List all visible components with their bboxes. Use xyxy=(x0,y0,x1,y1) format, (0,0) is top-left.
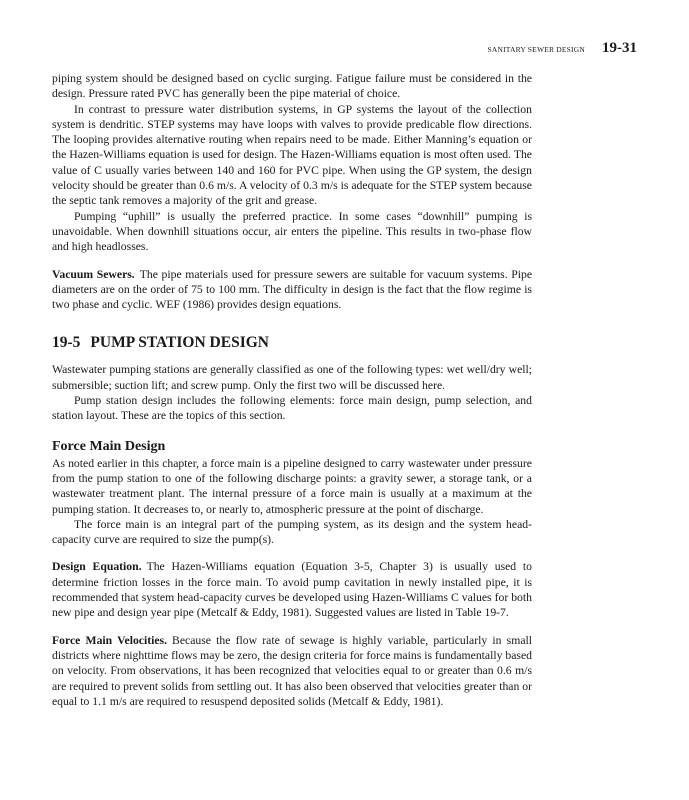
paragraph: Pump station design includes the following elements: force main design, pump selection, and station layout. These are the topics of this section. xyxy=(52,394,532,423)
paragraph-text: The pipe materials used for pressure sewers are suitable for vacuum systems. Pipe diameters are on the order of 75 to 100 mm. The difficulty in design is the fact that the flow regime is two phase and cyclic. WEF (1986) provides design equations. xyxy=(52,267,533,312)
paragraph-text: The Hazen-Williams equation (Equation 3-5, Chapter 3) is usually used to determine friction losses in the force main. To avoid pump cavitation in newly installed pipe, it is recommended that system head-capacity curves be developed using Hazen-Williams C values for both new pipe and design year pipe (Metcalf & Eddy, 1981). Suggested values are listed in Table 19-7. xyxy=(52,560,532,620)
body-text xyxy=(52,71,532,709)
design-equation-paragraph xyxy=(52,559,532,620)
section-number: 19-5 xyxy=(52,334,81,352)
subsection-heading: Force Main Design xyxy=(52,438,166,454)
paragraph: Wastewater pumping stations are generally classified as one of the following types: wet well/dry well; submersible; suction lift; and screw pump. Only the first two will be discussed here. xyxy=(52,363,532,392)
section-title: PUMP STATION DESIGN xyxy=(90,334,269,352)
force-main-velocities-paragraph xyxy=(52,633,532,709)
page-header xyxy=(52,40,637,60)
paragraph: Pumping “uphill” is usually the preferred practice. In some cases “downhill” pumping is unavoidable. When downhill situations occur, air enters the pipeline. This results in two-phase flow and high headlosses. xyxy=(52,209,532,254)
running-head: SANITARY SEWER DESIGN xyxy=(487,45,585,54)
paragraph: In contrast to pressure water distribution systems, in GP systems the layout of the collection system is dendritic. STEP systems may have loops with valves to provide predicable flow directions. The looping provides alternative routing when repairs need to be made. Either Manning’s equation or the Hazen-Williams equation is used for design. The Hazen-Williams equation is most often used. The value of C usually varies between 140 and 160 for PVC pipe. When using the GP system, the design velocity should be greater than 0.6 m/s. A velocity of 0.3 m/s is adequate for the STEP system because the septic tank removes a majority of the grit and grease. xyxy=(52,102,532,208)
section-heading xyxy=(52,334,532,352)
run-in-heading: Vacuum Sewers. xyxy=(52,267,135,281)
paragraph-text: Because the flow rate of sewage is highly variable, particularly in small districts where nighttime flows may be zero, the design criteria for force mains is fundamentally based on velocity. From observations, it has been recognized that velocities equal to or greater than 0.6 m/s are required to prevent solids from settling out. It has also been observed that velocities greater than or equal to 1.1 m/s are required to resuspend deposited solids (Metcalf & Eddy, 1981). xyxy=(52,633,532,708)
page-number: 19-31 xyxy=(602,40,637,56)
paragraph: piping system should be designed based on cyclic surging. Fatigue failure must be considered in the design. Pressure rated PVC has generally been the pipe material of choice. xyxy=(52,72,532,101)
paragraph: The force main is an integral part of the pumping system, as its design and the system head-capacity curve are required to size the pump(s). xyxy=(52,517,532,547)
run-in-heading: Force Main Velocities. xyxy=(52,633,168,647)
vacuum-sewers-paragraph xyxy=(52,267,532,313)
paragraph: As noted earlier in this chapter, a force main is a pipeline designed to carry wastewater under pressure from the pump station to one of the following discharge points: a gravity sewer, a storage tank, or a wastewater treatment plant. The internal pressure of a force main is usually at a maximum at the pumping station. It decreases to, or nearly to, atmospheric pressure at the point of discharge. xyxy=(52,456,532,516)
run-in-heading: Design Equation. xyxy=(52,560,142,574)
